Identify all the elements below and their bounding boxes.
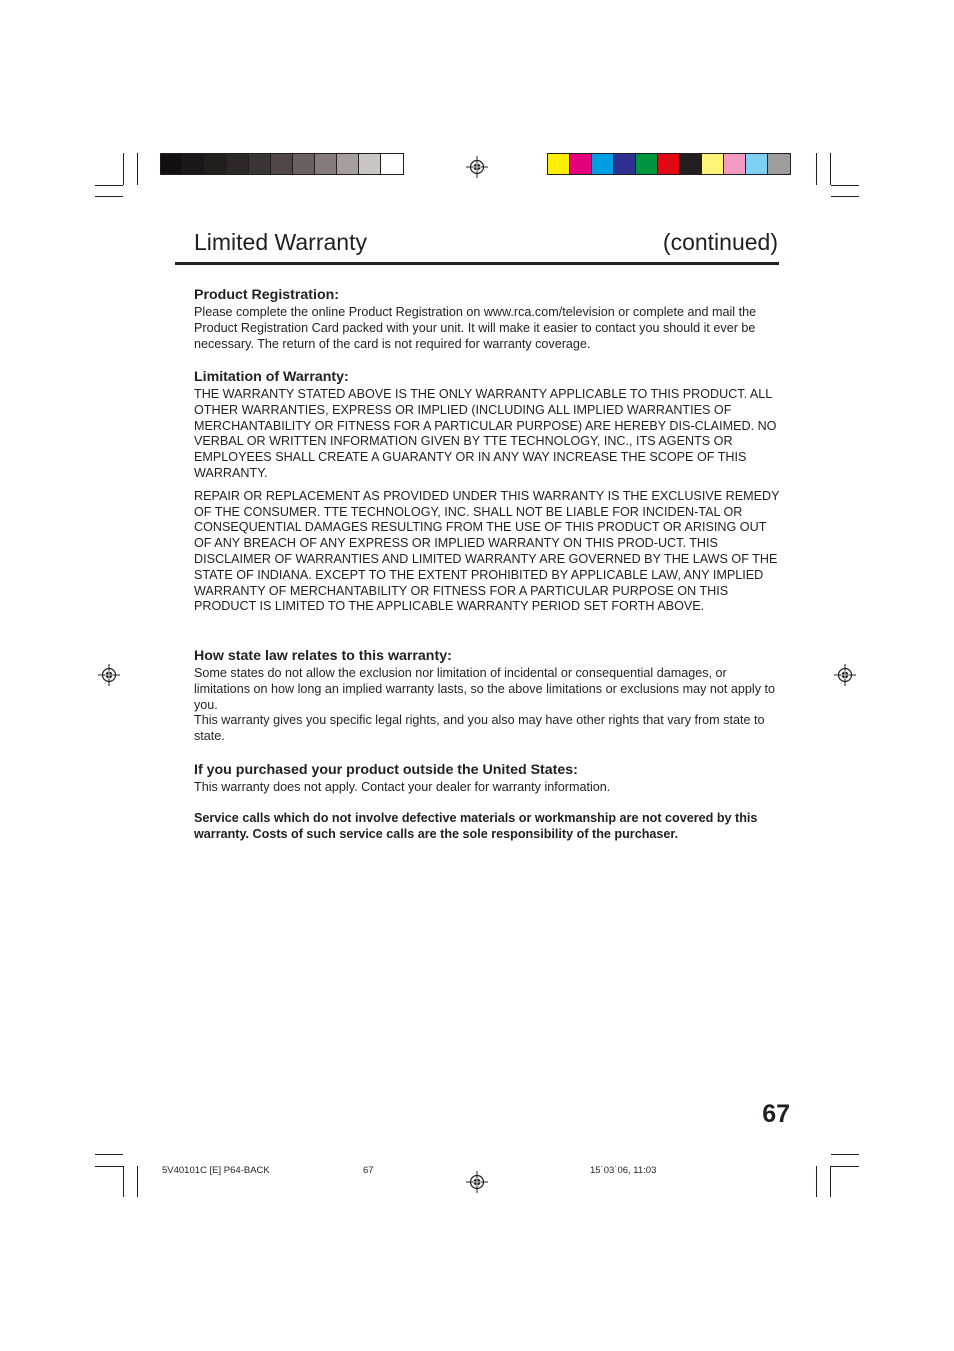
color-swatch <box>337 154 359 174</box>
crop-mark <box>831 1166 859 1167</box>
color-swatch <box>359 154 381 174</box>
color-swatch <box>702 154 724 174</box>
crop-mark <box>816 153 817 185</box>
section-body: THE WARRANTY STATED ABOVE IS THE ONLY WARRANTY APPLICABLE TO THIS PRODUCT. ALL OTHER WARRANTIES, EXPRESS OR IMPLIED (INCLUDING ALL IMPLIED WARRANTIES OF MERCHANTABILITY OR FITNESS FOR A PARTICULAR PURPOSE) ARE HEREBY DIS-CLAIMED. NO VERBAL OR WRITTEN INFORMATION GIVEN BY TTE TECHNOLOGY, INC., ITS AGENTS OR EMPLOYEES SHALL CREATE A GUARANTY OR IN ANY WAY INCREASE THE SCOPE OF THIS WARRANTY. <box>194 387 777 480</box>
section-heading: Limitation of Warranty: <box>194 369 349 385</box>
registration-section <box>194 287 780 352</box>
footer-page: 67 <box>363 1165 374 1176</box>
color-swatch <box>636 154 658 174</box>
crop-mark <box>816 1166 817 1197</box>
crop-mark <box>830 1166 831 1197</box>
color-swatch <box>548 154 570 174</box>
registration-mark-icon <box>834 664 856 686</box>
registration-mark-icon <box>98 664 120 686</box>
page-title-suffix: (continued) <box>662 229 778 255</box>
crop-mark <box>137 1166 138 1197</box>
section-body: This warranty gives you specific legal rights, and you also may have other rights that vary from state to state. <box>194 713 765 744</box>
color-swatch <box>592 154 614 174</box>
limitation-section <box>194 369 780 615</box>
crop-mark <box>95 185 123 186</box>
color-swatch <box>227 154 249 174</box>
grayscale-color-bar <box>160 153 404 175</box>
section-heading: If you purchased your product outside the United States: <box>194 762 578 778</box>
color-swatch <box>161 154 183 174</box>
color-swatch <box>680 154 702 174</box>
outside-us-section <box>194 762 780 796</box>
color-swatch <box>205 154 227 174</box>
color-swatch <box>249 154 271 174</box>
crop-mark <box>95 196 123 197</box>
crop-mark <box>831 196 859 197</box>
color-swatch <box>183 154 205 174</box>
color-swatch <box>746 154 768 174</box>
crop-mark <box>95 1166 123 1167</box>
color-swatch <box>570 154 592 174</box>
page-number: 67 <box>762 1100 790 1128</box>
footer-code: 5V40101C [E] P64-BACK <box>162 1165 270 1176</box>
crop-mark <box>137 153 138 185</box>
footer-date: 15˙03˙06, 11:03 <box>590 1165 657 1176</box>
section-body: Please complete the online Product Registration on www.rca.com/television or complete and mail the Product Registration Card packed with your unit. It will make it easier to contact you should it ever be necessary. The return of the card is not required for warranty coverage. <box>194 305 757 351</box>
color-swatch <box>768 154 790 174</box>
crop-mark <box>830 153 831 185</box>
color-swatch <box>293 154 315 174</box>
color-swatch <box>271 154 293 174</box>
crop-mark <box>831 1154 859 1155</box>
title-rule <box>175 262 779 265</box>
process-color-bar <box>547 153 791 175</box>
crop-mark <box>95 1154 123 1155</box>
section-heading: How state law relates to this warranty: <box>194 648 452 664</box>
registration-mark-icon <box>466 156 488 178</box>
color-swatch <box>315 154 337 174</box>
color-swatch <box>614 154 636 174</box>
state-law-section <box>194 648 780 745</box>
section-body: This warranty does not apply. Contact your dealer for warranty information. <box>194 780 611 794</box>
crop-mark <box>831 185 859 186</box>
crop-mark <box>123 1166 124 1197</box>
color-swatch <box>381 154 403 174</box>
crop-mark <box>123 153 124 185</box>
section-body: REPAIR OR REPLACEMENT AS PROVIDED UNDER THIS WARRANTY IS THE EXCLUSIVE REMEDY OF THE CONSUMER. TTE TECHNOLOGY, INC. SHALL NOT BE LIABLE FOR INCIDEN-TAL OR CONSEQUENTIAL DAMAGES RESULTING FROM THE USE OF THIS PRODUCT OR ARISING OUT OF ANY BREACH OF ANY EXPRESS OR IMPLIED WARRANTY ON THIS PROD-UCT. THIS DISCLAIMER OF WARRANTIES AND LIMITED WARRANTY ARE GOVERNED BY THE LAWS OF THE STATE OF INDIANA. EXCEPT TO THE EXTENT PROHIBITED BY APPLICABLE LAW, ANY IMPLIED WARRANTY OF MERCHANTABILITY OR FITNESS FOR A PARTICULAR PURPOSE ON THIS PRODUCT IS LIMITED TO THE APPLICABLE WARRANTY PERIOD SET FORTH ABOVE. <box>194 488 780 614</box>
service-notice: Service calls which do not involve defective materials or workmanship are not covered by this warranty. Costs of such service calls are the sole responsibility of the purchaser. <box>194 811 758 841</box>
color-swatch <box>658 154 680 174</box>
registration-mark-icon <box>466 1171 488 1193</box>
color-swatch <box>724 154 746 174</box>
section-heading: Product Registration: <box>194 287 340 303</box>
section-body: Some states do not allow the exclusion nor limitation of incidental or consequential damages, or limitations on how long an implied warranty lasts, so the above limitations or exclusions may not apply to you. <box>194 666 775 712</box>
page-title: Limited Warranty <box>194 229 367 255</box>
